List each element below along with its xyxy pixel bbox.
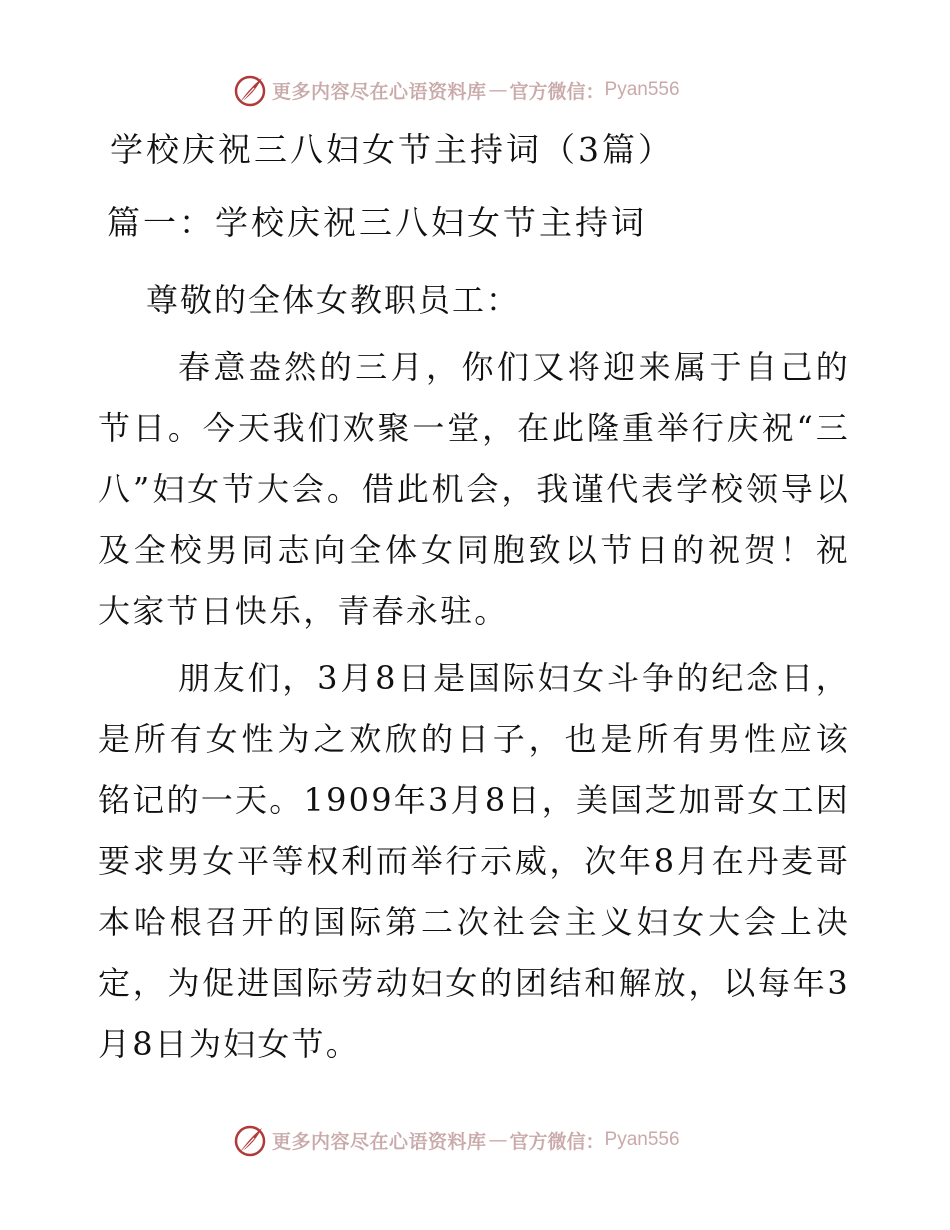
watermark-separator: —: [488, 79, 508, 101]
watermark-official-label: 官方微信：: [509, 1130, 605, 1153]
body-paragraph: 朋友们，3月8日是国际妇女斗争的纪念日，是所有女性为之欢欣的日子，也是所有男性应该铭记的一天。1909年3月8日，美国芝加哥女工因要求男女平等权利而举行示威，次年8月在丹麦哥本哈根召开的国际第二次社会主义妇女大会上决定，为促进国际劳动妇女的团结和解放，以每年3月8日为妇女节。: [98, 659, 850, 1063]
watermark-wechat-id: Pyan556: [604, 1129, 680, 1150]
body-paragraph: 春意盎然的三月，你们又将迎来属于自己的节日。今天我们欢聚一堂，在此隆重举行庆祝“三八”妇女节大会。借此机会，我谨代表学校领导以及全校男同志向全体女同胞致以节日的祝贺！祝大家节日快乐，青春永驻。: [98, 348, 850, 630]
watermark-text: 更多内容尽在心语资料库: [272, 1130, 487, 1153]
watermark-official-label: 官方微信：: [509, 80, 605, 103]
watermark-wechat-id: Pyan556: [604, 79, 680, 100]
watermark-text: 更多内容尽在心语资料库: [272, 80, 487, 103]
section-heading: 篇一：学校庆祝三八妇女节主持词: [107, 203, 647, 242]
watermark-header: [232, 70, 680, 110]
watermark-separator: —: [488, 1129, 508, 1151]
document-title: 学校庆祝三八妇女节主持词（3篇）: [110, 130, 674, 169]
watermark-footer: [232, 1120, 680, 1160]
salutation: 尊敬的全体女教职员工：: [146, 281, 521, 319]
feather-pen-logo-icon: [232, 72, 268, 108]
feather-pen-logo-icon: [232, 1122, 268, 1158]
